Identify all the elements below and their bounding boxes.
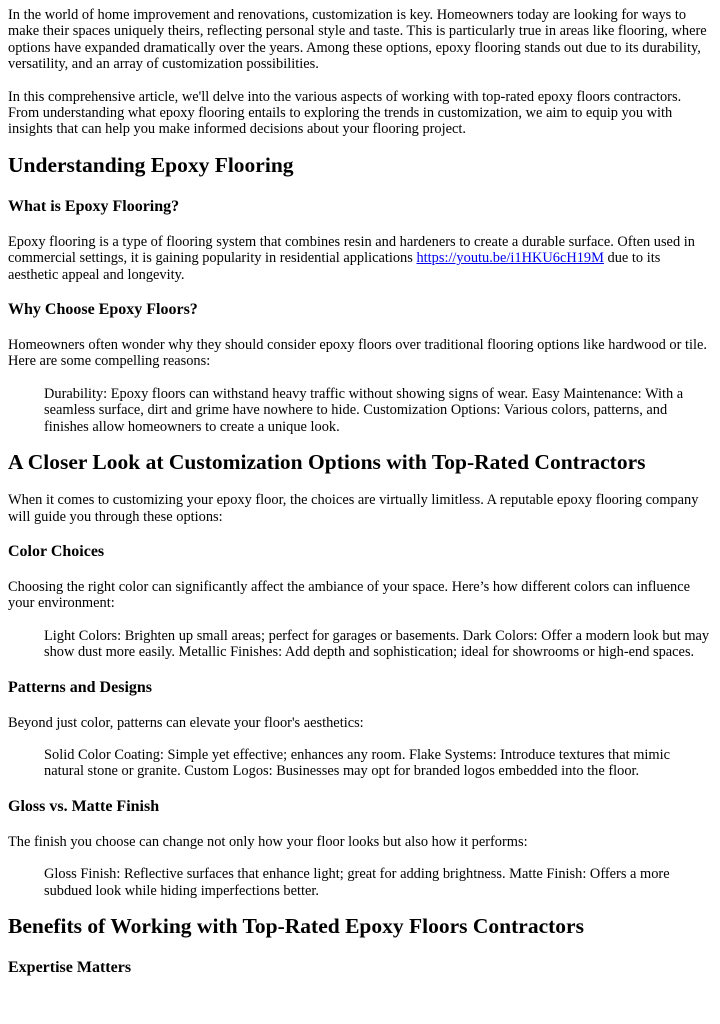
paragraph-what-is-epoxy [8,234,712,283]
quote-patterns: Solid Color Coating: Simple yet effective; enhances any room. Flake Systems: Introduce textures that mimic natural stone or granite. Custom Logos: Businesses may opt for branded logos embedded into the floor. [44,746,670,780]
paragraph-patterns: Beyond just color, patterns can elevate your floor's aesthetics: [8,714,364,731]
youtube-link[interactable]: https://youtu.be/i1HKU6cH19M [416,250,604,267]
heading-why-choose: Why Choose Epoxy Floors? [8,301,198,319]
paragraph-why-choose: Homeowners often wonder why they should consider epoxy floors over traditional flooring options like hardwood or tile. Here are some compelling reasons: [8,337,707,370]
quote-colors: Light Colors: Brighten up small areas; perfect for garages or basements. Dark Colors: Offer a modern look but may show dust more easily. Metallic Finishes: Add depth and sophistication; ideal for showrooms or high-end spaces. [44,627,710,661]
paragraph-customization: When it comes to customizing your epoxy floor, the choices are virtually limitless. A reputable epoxy flooring company will guide you through these options: [8,492,699,525]
heading-color-choices: Color Choices [8,542,105,560]
heading-patterns: Patterns and Designs [8,678,153,696]
intro-paragraph-2: In this comprehensive article, we'll delve into the various aspects of working with top-rated epoxy floors contractors. From understanding what epoxy flooring entails to exploring the trends in customization, we aim to equip you with insights that can help you make informed decisions about your flooring project. [8,88,682,138]
heading-understanding: Understanding Epoxy Flooring [8,152,294,177]
heading-expertise: Expertise Matters [8,958,132,976]
quote-reasons: Durability: Epoxy floors can withstand heavy traffic without showing signs of wear. Easy Maintenance: With a seamless surface, dirt and grime have nowhere to hide. Customization Options: Various colors, patterns, and finishes allow homeowners to create a unique look. [44,385,684,435]
article [0,7,720,977]
heading-customization: A Closer Look at Customization Options with Top-Rated Contractors [8,450,646,475]
paragraph-color-choices: Choosing the right color can significantly affect the ambiance of your space. Here’s how different colors can influence your environment: [8,578,690,612]
intro-paragraph-1: In the world of home improvement and renovations, customization is key. Homeowners today are looking for ways to make their spaces uniquely theirs, reflecting personal style and taste. This is particularly true in areas like flooring, where options have expanded dramatically over the years. Among these options, epoxy flooring stands out due to its durability, versatility, and an array of customization possibilities. [8,7,707,73]
text-after-link: due to its aesthetic appeal and longevity. [8,250,661,283]
heading-what-is-epoxy: What is Epoxy Flooring? [8,197,180,215]
paragraph-finish: The finish you choose can change not only how your floor looks but also how it performs: [8,833,528,850]
heading-benefits: Benefits of Working with Top-Rated Epoxy Floors Contractors [8,913,584,938]
heading-finish: Gloss vs. Matte Finish [8,797,160,815]
text-before-link: Epoxy flooring is a type of flooring system that combines resin and hardeners to create a durable surface. Often used in commercial settings, it is gaining popularity in residential applications [8,233,695,267]
quote-finish: Gloss Finish: Reflective surfaces that enhance light; great for adding brightness. Matte Finish: Offers a more subdued look while hiding imperfections better. [44,866,670,899]
